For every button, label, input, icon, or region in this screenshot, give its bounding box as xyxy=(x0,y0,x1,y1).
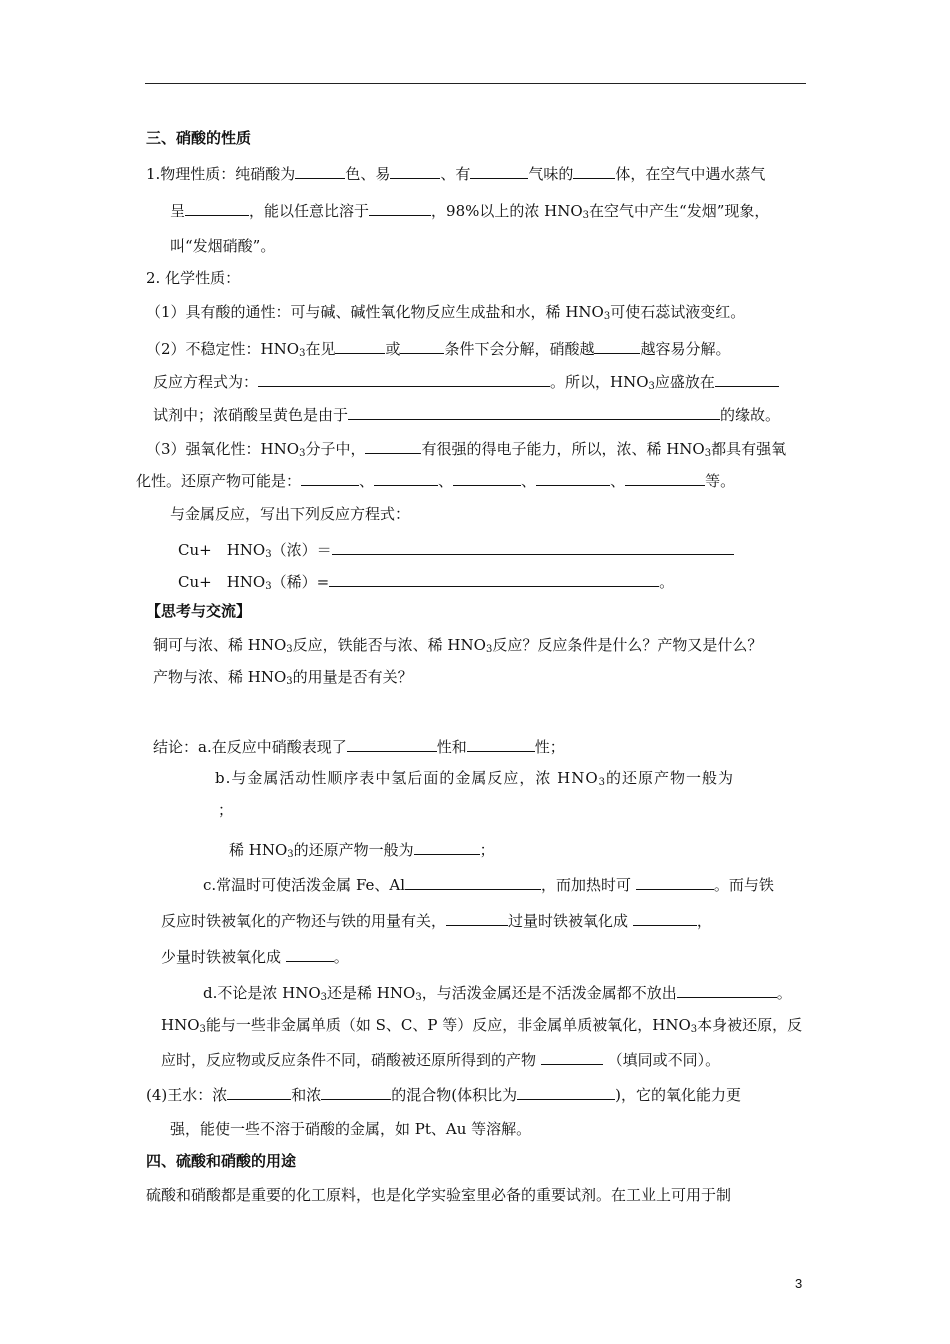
nonmetal-line-2: 应时，反应物或反应条件不同，硝酸被还原所得到的产物 （填同或不同）。 xyxy=(161,1048,720,1070)
section-3-title: 三、硝酸的性质 xyxy=(146,129,252,147)
physical-properties-line-2: 呈 ，能以任意比溶于 ，98%以上的浓 $HNO_3$在空气中产生“发烟”现象， xyxy=(170,199,769,221)
blank[interactable] xyxy=(453,469,521,486)
think-discuss-title: 【思考与交流】 xyxy=(146,602,252,620)
instability-line-3: 试剂中；浓硝酸呈黄色是由于 的缘故。 xyxy=(153,403,780,425)
metal-reaction-intro: 与金属反应，写出下列反应方程式： xyxy=(170,505,411,523)
blank[interactable] xyxy=(258,370,550,387)
conclusion-d: d.不论是浓 $HNO_3$还是稀 $HNO_3$，与活泼金属还是不活泼金属都不放出 。 xyxy=(203,981,792,1003)
aqua-regia-line-1: (4)王水：浓 和浓 的混合物(体积比为 )，它的氧化能力更 xyxy=(146,1083,741,1105)
blank[interactable] xyxy=(295,162,345,179)
conclusion-b-line-2: ； xyxy=(218,801,234,819)
blank[interactable] xyxy=(594,337,640,354)
acid-property-line: （1）具有酸的通性：可与碱、碱性氧化物反应生成盐和水，稀 $HNO_3$可使石蕊试液变红。 xyxy=(146,303,746,322)
conclusion-c-line-1: c.常温时可使活泼金属 Fe、Al ，而加热时可 。而与铁 xyxy=(203,873,774,895)
oxidizing-line-1: （3）强氧化性：$HNO_3$分子中， 有很强的得电子能力，所以，浓、稀 $HNO_3$都具有强氧 xyxy=(146,437,786,459)
section-4-text: 硫酸和硝酸都是重要的化工原料，也是化学实验室里必备的重要试剂。在工业上可用于制 xyxy=(146,1186,732,1204)
blank[interactable] xyxy=(633,909,697,926)
blank[interactable] xyxy=(365,437,421,454)
blank[interactable] xyxy=(335,337,385,354)
blank[interactable] xyxy=(348,403,720,420)
blank[interactable] xyxy=(573,162,615,179)
conclusion-c-line-2: 反应时铁被氧化的产物还与铁的用量有关， 过量时铁被氧化成 ， xyxy=(161,909,712,931)
chemical-properties-title: 2. 化学性质： xyxy=(146,269,241,287)
think-question-2: 产物与浓、稀 $HNO_3$的用量是否有关？ xyxy=(153,668,413,687)
blank[interactable] xyxy=(536,469,610,486)
blank[interactable] xyxy=(715,370,779,387)
blank[interactable] xyxy=(541,1048,603,1065)
blank[interactable] xyxy=(185,199,249,216)
conclusion-c-line-3: 少量时铁被氧化成 。 xyxy=(161,945,349,967)
blank[interactable] xyxy=(405,873,541,890)
blank[interactable] xyxy=(517,1083,615,1100)
blank[interactable] xyxy=(400,337,444,354)
physical-properties-line-1: 1.物理性质：纯硝酸为 色、易 、有 气味的 体，在空气中遇水蒸气 xyxy=(146,162,765,184)
instability-line-1: （2）不稳定性：$HNO_3$在见 或 条件下会分解，硝酸越 越容易分解。 xyxy=(146,337,731,359)
blank[interactable] xyxy=(227,1083,291,1100)
blank[interactable] xyxy=(446,909,508,926)
conclusion-b-line-3: 稀 $HNO_3$的还原产物一般为 ； xyxy=(229,838,495,860)
blank[interactable] xyxy=(374,469,438,486)
blank[interactable] xyxy=(321,1083,391,1100)
blank[interactable] xyxy=(286,945,334,962)
page-number: 3 xyxy=(795,1276,803,1291)
blank[interactable] xyxy=(332,538,734,555)
blank[interactable] xyxy=(470,162,528,179)
header-rule xyxy=(145,83,806,84)
blank[interactable] xyxy=(677,981,777,998)
oxidizing-line-2: 化性。还原产物可能是： 、 、 、 、 等。 xyxy=(136,469,735,491)
equation-concentrated: Cu+ $HNO_3$（浓）＝ xyxy=(178,538,734,560)
section-4-title: 四、硫酸和硝酸的用途 xyxy=(146,1152,297,1170)
blank[interactable] xyxy=(467,735,535,752)
blank[interactable] xyxy=(625,469,705,486)
aqua-regia-line-2: 强，能使一些不溶于硝酸的金属，如 Pt、Au 等溶解。 xyxy=(170,1120,532,1138)
think-question-1: 铜可与浓、稀 $HNO_3$反应，铁能否与浓、稀 $HNO_3$反应？反应条件是什么？产物又是什么？ xyxy=(153,636,763,655)
equation-dilute: Cu+ $HNO_3$（稀）= 。 xyxy=(178,570,674,592)
conclusion-a: 结论：a.在反应中硝酸表现了 性和 性； xyxy=(153,735,565,757)
blank[interactable] xyxy=(414,838,480,855)
blank[interactable] xyxy=(636,873,714,890)
blank[interactable] xyxy=(329,570,659,587)
blank[interactable] xyxy=(347,735,437,752)
nonmetal-line-1: $HNO_3$能与一些非金属单质（如 S、C、P 等）反应，非金属单质被氧化，$HNO_3$本身被还原，反 xyxy=(161,1016,803,1035)
blank[interactable] xyxy=(390,162,440,179)
blank[interactable] xyxy=(369,199,431,216)
blank[interactable] xyxy=(301,469,359,486)
physical-properties-line-3: 叫“发烟硝酸”。 xyxy=(170,237,276,255)
instability-line-2: 反应方程式为： 。所以，$HNO_3$应盛放在 xyxy=(153,370,779,392)
conclusion-b-line-1: b.与金属活动性顺序表中氢后面的金属反应，浓 $HNO_3$的还原产物一般为 xyxy=(215,769,735,788)
